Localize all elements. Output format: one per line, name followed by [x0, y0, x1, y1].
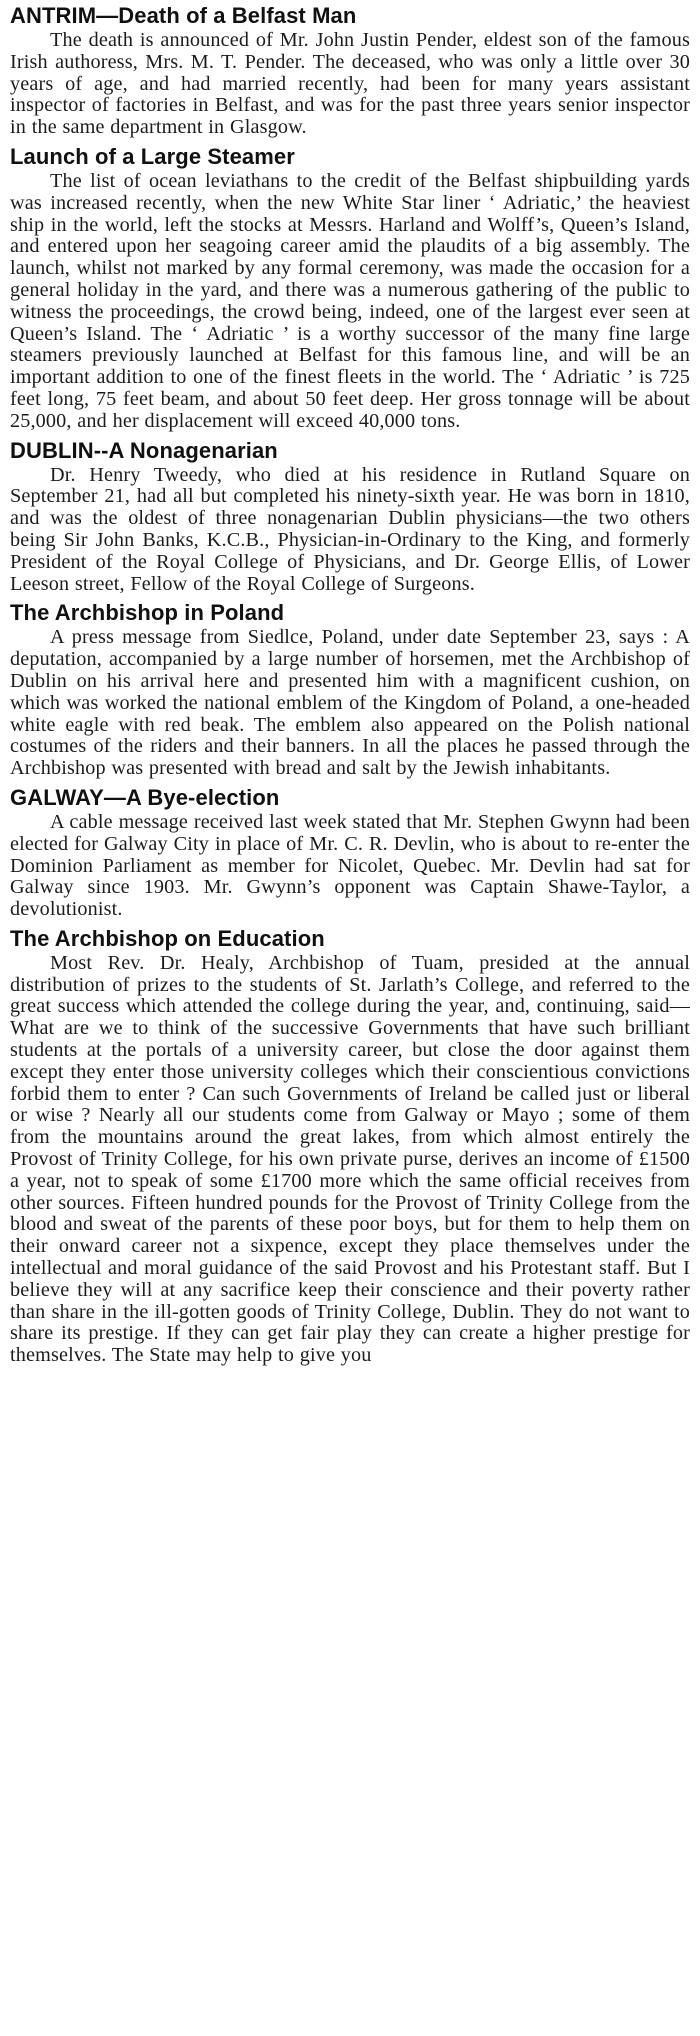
headline-archbishop-education: The Archbishop on Education [10, 925, 325, 951]
body-archbishop-poland: A press message from Siedlce, Poland, under date September 23, says : A deputation, accompanied by a large number of horsemen, met the Archbishop of Dublin on his arrival here and presented him with a magnificent cushion, on which was worked the national emblem of the Kingdom of Poland, a one-headed white eagle with red beak. The emblem also appeared on the Polish national costumes of the riders and their banners. In all the places he passed through the Archbishop was presented with bread and salt by the Jewish inhabitants. [10, 626, 690, 780]
body-archbishop-education: Most Rev. Dr. Healy, Archbishop of Tuam, presided at the annual distribution of prizes to the students of St. Jarlath’s College, and referred to the great success which attended the college during the year, and, continuing, said—What are we to think of the successive Governments that have such brilliant students at the portals of a university career, but close the door against them except they enter those university colleges which their conscientious convictions forbid them to enter ? Can such Governments of Ireland be called just or liberal or wise ? Nearly all our students come from Galway or Mayo ; some of them from the mountains around the great lakes, from which almost entirely the Provost of Trinity College, for his own private purse, derives an income of £1500 a year, not to speak of some £1700 more which the same official receives from other sources. Fifteen hundred pounds for the Provost of Trinity College from the blood and sweat of the parents of these poor boys, but for them to help them on their onward career not a sixpence, except they place themselves under the intellectual and moral guidance of the said Provost and his Protestant staff. But I believe they will at any sacrifice keep their conscience and their poverty rather than share in the ill-gotten goods of Trinity College, Dublin. They do not want to share its prestige. If they can get fair play they can create a higher prestige for themselves. The State may help to give you [10, 951, 690, 1367]
article-archbishop-education [10, 925, 690, 1367]
headline-galway-bye-election: GALWAY—A Bye-election [10, 784, 280, 810]
headline-steamer-launch: Launch of a Large Steamer [10, 143, 295, 169]
article-antrim [10, 2, 690, 139]
article-dublin-nonagenarian [10, 437, 690, 596]
body-dublin-nonagenarian: Dr. Henry Tweedy, who died at his residence in Rutland Square on September 21, had all but completed his ninety-sixth year. He was born in 1810, and was the oldest of three nonagenarian Dublin physicians—the two others being Sir John Banks, K.C.B., Physician-in-Ordinary to the King, and formerly President of the Royal College of Physicians, and Dr. George Ellis, of Lower Leeson street, Fellow of the Royal College of Surgeons. [10, 463, 690, 595]
headline-antrim: ANTRIM—Death of a Belfast Man [10, 3, 357, 28]
body-antrim: The death is announced of Mr. John Justin Pender, eldest son of the famous Irish authoress, Mrs. M. T. Pender. The deceased, who was only a little over 30 years of age, and had married recently, had been for many years assistant inspector of factories in Belfast, and was for the past three years senior inspector in the same department in Glasgow. [10, 29, 690, 139]
body-steamer-launch: The list of ocean leviathans to the credit of the Belfast shipbuilding yards was increased recently, when the new White Star liner ‘ Adriatic,’ the heaviest ship in the world, left the stocks at Messrs. Harland and Wolff’s, Queen’s Island, and entered upon her seagoing career amid the plaudits of a big assembly. The launch, whilst not marked by any formal ceremony, was made the occasion for a general holiday in the yard, and there was a numerous gathering of the public to witness the proceedings, the crowd being, indeed, one of the largest ever seen at Queen’s Island. The ‘ Adriatic ’ is a worthy successor of the many fine large steamers previously launched at Belfast for this famous line, and will be an important addition to one of the finest fleets in the world. The ‘ Adriatic ’ is 725 feet long, 75 feet beam, and about 50 feet deep. Her gross tonnage will be about 25,000, and her displacement will exceed 40,000 tons. [10, 169, 690, 432]
article-steamer-launch [10, 143, 690, 433]
headline-dublin-nonagenarian: DUBLIN--A Nonagenarian [10, 437, 278, 463]
article-galway-bye-election [10, 784, 690, 921]
body-galway-bye-election: A cable message received last week stated that Mr. Stephen Gwynn had been elected for Galway City in place of Mr. C. R. Devlin, who is about to re-enter the Dominion Parliament as member for Nicolet, Quebec. Mr. Devlin had sat for Galway since 1903. Mr. Gwynn’s opponent was Captain Shawe-Taylor, a devolutionist. [10, 810, 690, 921]
headline-archbishop-poland: The Archbishop in Poland [10, 600, 285, 626]
article-archbishop-poland [10, 599, 690, 780]
